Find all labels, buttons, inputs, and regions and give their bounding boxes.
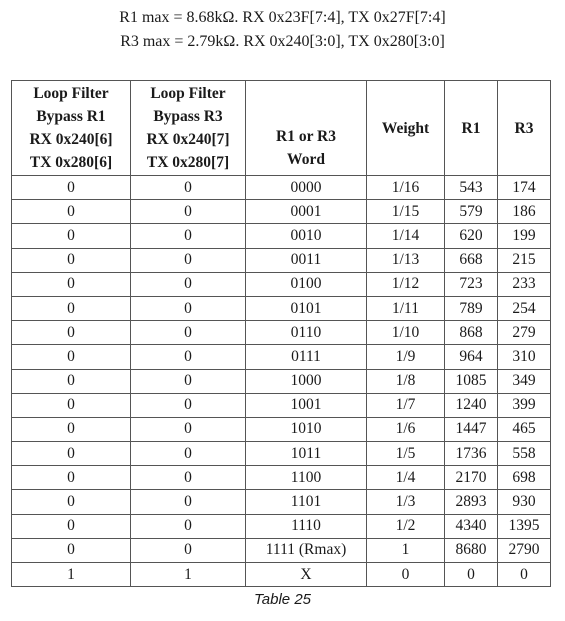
r3-cell: 186 <box>498 200 551 224</box>
bypass-r3-cell: 0 <box>131 514 246 538</box>
weight-cell: 1/4 <box>367 466 445 490</box>
word-cell: 0001 <box>246 200 367 224</box>
r3-cell: 215 <box>498 248 551 272</box>
bypass-r3-cell: 0 <box>131 442 246 466</box>
r3-max-note: R3 max = 2.79kΩ. RX 0x240[3:0], TX 0x280[3:0] <box>120 33 445 50</box>
weight-cell: 0 <box>367 563 445 587</box>
bypass-r1-cell: 0 <box>12 466 131 490</box>
weight-cell: 1/6 <box>367 417 445 441</box>
weight-cell: 1/3 <box>367 490 445 514</box>
table-row <box>12 514 551 538</box>
table-row <box>12 442 551 466</box>
table-row <box>12 200 551 224</box>
table-header-row <box>12 81 551 176</box>
bypass-r3-cell: 0 <box>131 224 246 248</box>
bypass-r3-cell: 0 <box>131 296 246 320</box>
table-row <box>12 296 551 320</box>
word-cell: X <box>246 563 367 587</box>
bypass-r3-cell: 0 <box>131 200 246 224</box>
weight-cell: 1/13 <box>367 248 445 272</box>
r3-cell: 254 <box>498 296 551 320</box>
r3-cell: 279 <box>498 321 551 345</box>
weight-cell: 1/8 <box>367 369 445 393</box>
r1-cell: 2893 <box>445 490 498 514</box>
r1-cell: 1085 <box>445 369 498 393</box>
column-header-bypass-r1: Loop Filter Bypass R1 RX 0x240[6] TX 0x280[6] <box>12 81 131 176</box>
weight-cell: 1/12 <box>367 272 445 296</box>
weight-cell: 1/5 <box>367 442 445 466</box>
column-header-r3: R3 <box>498 81 551 176</box>
word-cell: 1100 <box>246 466 367 490</box>
table-row <box>12 417 551 441</box>
table-row <box>12 563 551 587</box>
word-cell: 1000 <box>246 369 367 393</box>
bypass-r1-cell: 0 <box>12 369 131 393</box>
column-header-weight: Weight <box>367 81 445 176</box>
r3-cell: 0 <box>498 563 551 587</box>
weight-cell: 1/7 <box>367 393 445 417</box>
bypass-r1-cell: 0 <box>12 272 131 296</box>
word-cell: 0100 <box>246 272 367 296</box>
weight-cell: 1/14 <box>367 224 445 248</box>
word-cell: 0000 <box>246 176 367 200</box>
r3-cell: 399 <box>498 393 551 417</box>
bypass-r1-cell: 0 <box>12 514 131 538</box>
word-cell: 1110 <box>246 514 367 538</box>
table-row <box>12 393 551 417</box>
word-cell: 1111 (Rmax) <box>246 538 367 562</box>
bypass-r3-cell: 0 <box>131 490 246 514</box>
word-cell: 1010 <box>246 417 367 441</box>
bypass-r1-cell: 0 <box>12 417 131 441</box>
r3-cell: 930 <box>498 490 551 514</box>
r1-cell: 579 <box>445 200 498 224</box>
bypass-r1-cell: 0 <box>12 538 131 562</box>
r1-cell: 0 <box>445 563 498 587</box>
bypass-r1-cell: 0 <box>12 321 131 345</box>
r1-cell: 1736 <box>445 442 498 466</box>
column-header-word: R1 or R3 Word <box>246 81 367 176</box>
r3-cell: 199 <box>498 224 551 248</box>
table-row <box>12 369 551 393</box>
r1-cell: 868 <box>445 321 498 345</box>
table-row <box>12 176 551 200</box>
weight-cell: 1/16 <box>367 176 445 200</box>
r1-cell: 2170 <box>445 466 498 490</box>
bypass-r3-cell: 0 <box>131 393 246 417</box>
r1-cell: 668 <box>445 248 498 272</box>
r3-cell: 1395 <box>498 514 551 538</box>
weight-cell: 1 <box>367 538 445 562</box>
table-row <box>12 224 551 248</box>
word-cell: 0110 <box>246 321 367 345</box>
word-cell: 1001 <box>246 393 367 417</box>
table-header-notes <box>0 6 565 54</box>
weight-cell: 1/2 <box>367 514 445 538</box>
bypass-r3-cell: 0 <box>131 369 246 393</box>
table-row <box>12 466 551 490</box>
word-cell: 0101 <box>246 296 367 320</box>
loop-filter-resistor-table <box>11 80 551 587</box>
bypass-r3-cell: 0 <box>131 248 246 272</box>
r1-cell: 4340 <box>445 514 498 538</box>
r1-cell: 723 <box>445 272 498 296</box>
bypass-r3-cell: 0 <box>131 538 246 562</box>
r1-cell: 620 <box>445 224 498 248</box>
r1-cell: 543 <box>445 176 498 200</box>
weight-cell: 1/15 <box>367 200 445 224</box>
word-cell: 1011 <box>246 442 367 466</box>
r1-max-note: R1 max = 8.68kΩ. RX 0x23F[7:4], TX 0x27F[7:4] <box>119 9 446 26</box>
weight-cell: 1/11 <box>367 296 445 320</box>
r3-cell: 698 <box>498 466 551 490</box>
bypass-r1-cell: 0 <box>12 200 131 224</box>
r1-cell: 964 <box>445 345 498 369</box>
bypass-r1-cell: 0 <box>12 490 131 514</box>
r3-cell: 174 <box>498 176 551 200</box>
weight-cell: 1/10 <box>367 321 445 345</box>
table-row <box>12 345 551 369</box>
weight-cell: 1/9 <box>367 345 445 369</box>
bypass-r3-cell: 0 <box>131 417 246 441</box>
word-cell: 0010 <box>246 224 367 248</box>
column-header-r1: R1 <box>445 81 498 176</box>
table-body <box>12 176 551 587</box>
bypass-r1-cell: 0 <box>12 176 131 200</box>
r3-cell: 2790 <box>498 538 551 562</box>
bypass-r1-cell: 0 <box>12 393 131 417</box>
bypass-r3-cell: 0 <box>131 345 246 369</box>
r3-cell: 558 <box>498 442 551 466</box>
r1-cell: 789 <box>445 296 498 320</box>
r1-cell: 1447 <box>445 417 498 441</box>
bypass-r1-cell: 0 <box>12 296 131 320</box>
r1-cell: 8680 <box>445 538 498 562</box>
bypass-r3-cell: 0 <box>131 176 246 200</box>
bypass-r1-cell: 0 <box>12 248 131 272</box>
r3-cell: 310 <box>498 345 551 369</box>
table-caption: Table 25 <box>254 591 311 608</box>
bypass-r1-cell: 0 <box>12 442 131 466</box>
table-row <box>12 321 551 345</box>
bypass-r3-cell: 0 <box>131 466 246 490</box>
r3-cell: 465 <box>498 417 551 441</box>
bypass-r1-cell: 0 <box>12 224 131 248</box>
bypass-r3-cell: 1 <box>131 563 246 587</box>
r1-cell: 1240 <box>445 393 498 417</box>
bypass-r1-cell: 0 <box>12 345 131 369</box>
bypass-r3-cell: 0 <box>131 272 246 296</box>
r3-cell: 349 <box>498 369 551 393</box>
table-row <box>12 490 551 514</box>
r3-cell: 233 <box>498 272 551 296</box>
word-cell: 0011 <box>246 248 367 272</box>
table-row <box>12 272 551 296</box>
table-row <box>12 248 551 272</box>
word-cell: 1101 <box>246 490 367 514</box>
bypass-r1-cell: 1 <box>12 563 131 587</box>
table-row <box>12 538 551 562</box>
word-cell: 0111 <box>246 345 367 369</box>
column-header-bypass-r3: Loop Filter Bypass R3 RX 0x240[7] TX 0x280[7] <box>131 81 246 176</box>
bypass-r3-cell: 0 <box>131 321 246 345</box>
